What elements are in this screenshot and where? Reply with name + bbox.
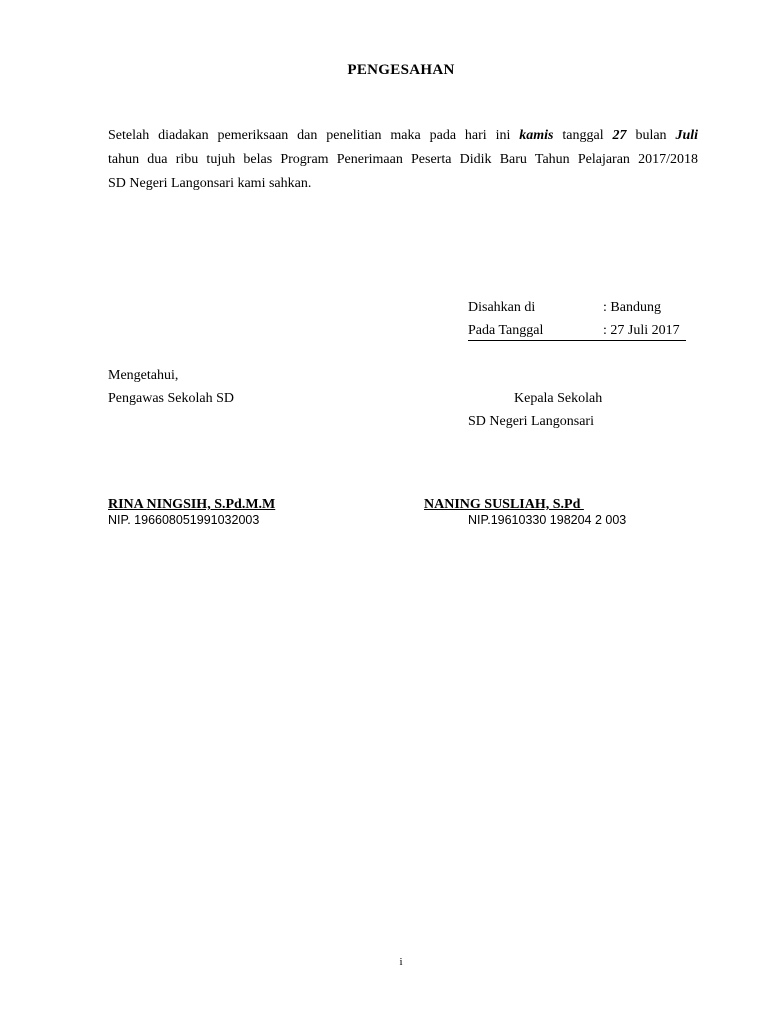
place-label: Disahkan di [468, 300, 536, 315]
paragraph-line-3: SD Negeri Langonsari kami sahkan. [108, 176, 312, 191]
document-title: PENGESAHAN [347, 62, 455, 78]
right-signer-nip: NIP.19610330 198204 2 003 [468, 513, 627, 527]
paragraph-text: bulan [635, 128, 667, 143]
left-signer-name: RINA NINGSIH, S.Pd.M.M [108, 497, 276, 512]
page-number: i [399, 956, 403, 968]
date-text: 27 [612, 128, 627, 143]
approval-paragraph [108, 124, 698, 196]
date-value: : 27 Juli 2017 [603, 323, 680, 338]
paragraph-line-2: tahun dua ribu tujuh belas Program Penerimaan Peserta Didik Baru Tahun Pelajaran 2017/2018 [108, 152, 698, 167]
paragraph-line-1 [108, 124, 698, 148]
day-text: kamis [519, 128, 554, 143]
right-signer-school: SD Negeri Langonsari [468, 414, 594, 429]
date-label: Pada Tanggal [468, 323, 544, 338]
left-signer-role: Pengawas Sekolah SD [108, 391, 234, 406]
paragraph-text: tanggal [562, 128, 604, 143]
paragraph-text: Setelah diadakan pemeriksaan dan penelitian maka pada hari ini [108, 128, 511, 143]
left-signer-nip: NIP. 196608051991032003 [108, 513, 260, 527]
month-text: Juli [675, 128, 699, 143]
right-signer-role: Kepala Sekolah [514, 391, 603, 406]
acknowledged-label: Mengetahui, [108, 368, 179, 383]
right-signer-name: NANING SUSLIAH, S.Pd [424, 497, 584, 512]
place-value: : Bandung [603, 300, 661, 315]
